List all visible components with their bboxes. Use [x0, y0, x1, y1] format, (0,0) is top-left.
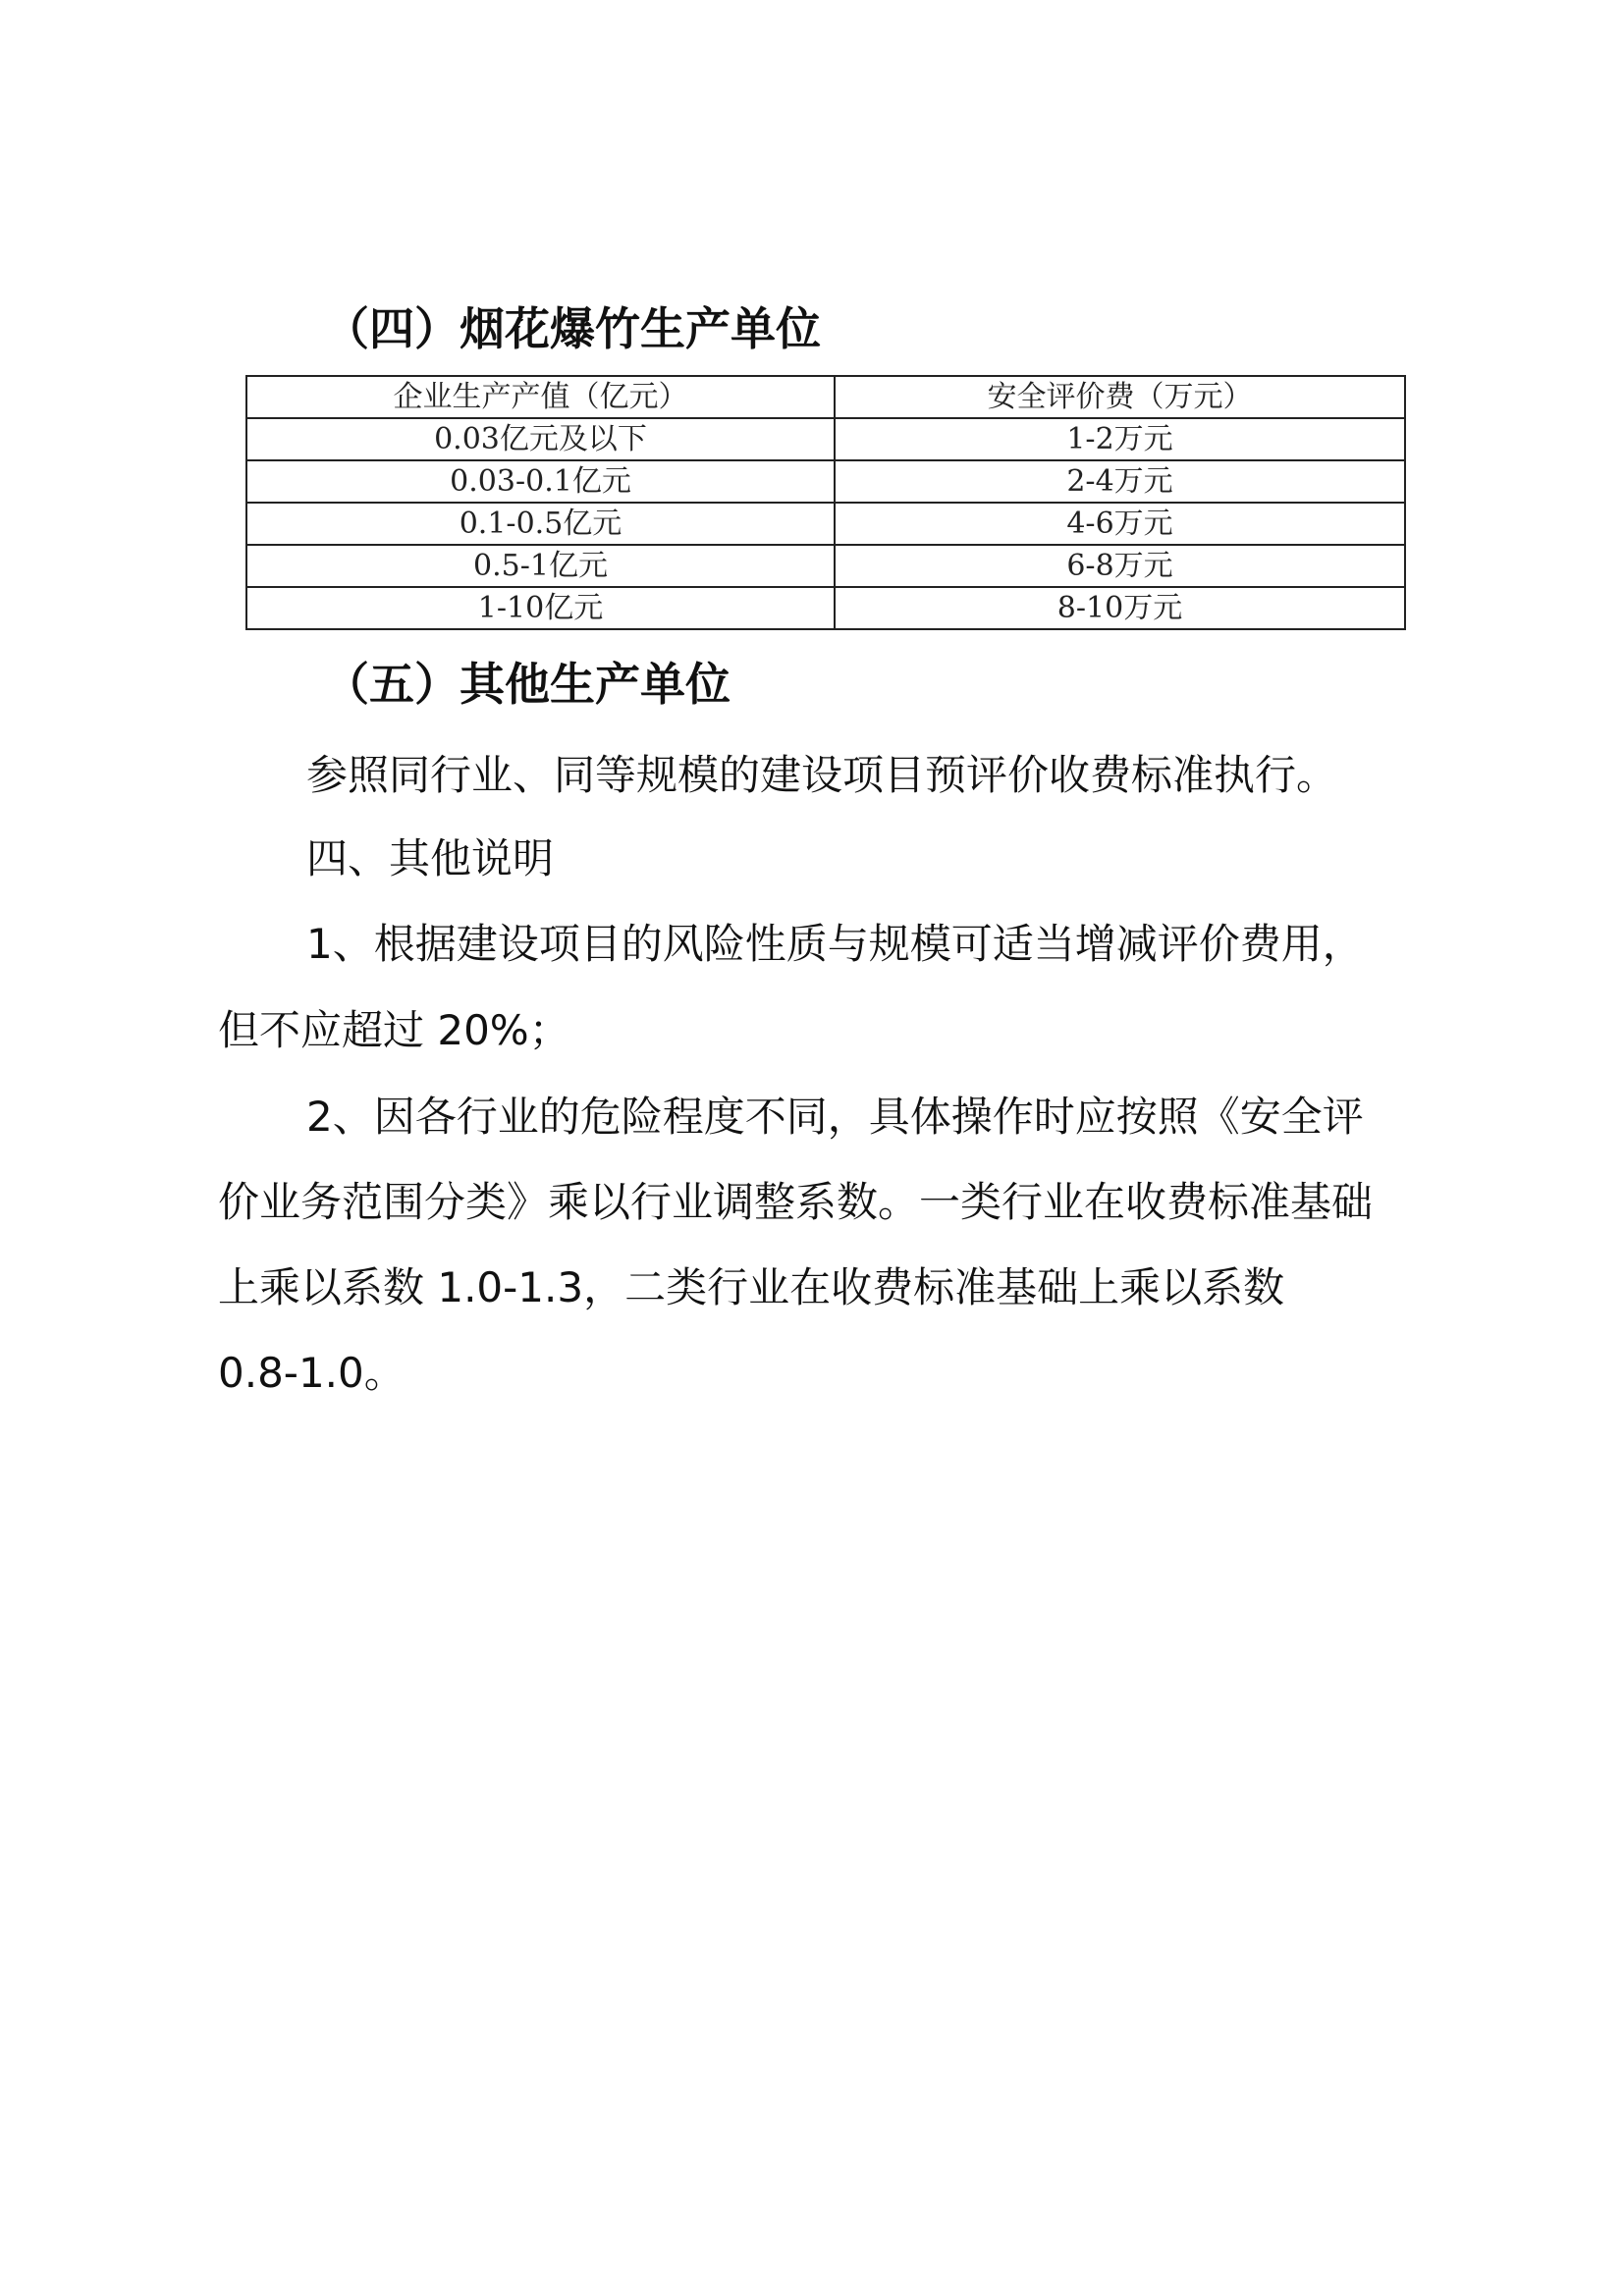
table-row: [246, 503, 1405, 545]
table-cell-fee: 8-10万元: [835, 587, 1405, 629]
note-2-line-4: 0.8-1.0。: [218, 1349, 406, 1397]
table-header-row: [246, 376, 1405, 418]
table-cell-output: 0.1-0.5亿元: [246, 503, 835, 545]
table-cell-fee: 2-4万元: [835, 460, 1405, 503]
table-row: [246, 460, 1405, 503]
column-header-output-value: 企业生产产值（亿元）: [246, 376, 835, 418]
note-2-line-1: 2、因各行业的危险程度不同，具体操作时应按照《安全评: [306, 1093, 1364, 1141]
note-2-line-3: 上乘以系数 1.0-1.3，二类行业在收费标准基础上乘以系数: [218, 1263, 1285, 1311]
paragraph-reference-standard: 参照同行业、同等规模的建设项目预评价收费标准执行。: [306, 751, 1338, 799]
table-cell-output: 0.5-1亿元: [246, 545, 835, 587]
column-header-evaluation-fee: 安全评价费（万元）: [835, 376, 1405, 418]
fee-table: [245, 375, 1406, 630]
section-heading-other-units: （五）其他生产单位: [324, 658, 731, 711]
section-heading-fireworks: （四）烟花爆竹生产单位: [324, 302, 821, 355]
table-row: [246, 545, 1405, 587]
table-cell-output: 0.03-0.1亿元: [246, 460, 835, 503]
note-2-line-2: 价业务范围分类》乘以行业调整系数。一类行业在收费标准基础: [218, 1178, 1374, 1226]
table-cell-output: 1-10亿元: [246, 587, 835, 629]
section-heading-other-notes: 四、其他说明: [306, 834, 555, 882]
note-1-line-2: 但不应超过 20%；: [218, 1006, 570, 1054]
table-cell-output: 0.03亿元及以下: [246, 418, 835, 460]
table-row: [246, 418, 1405, 460]
note-1-line-1: 1、根据建设项目的风险性质与规模可适当增减评价费用，: [306, 920, 1364, 968]
table-cell-fee: 6-8万元: [835, 545, 1405, 587]
table-row: [246, 587, 1405, 629]
table-cell-fee: 4-6万元: [835, 503, 1405, 545]
table-cell-fee: 1-2万元: [835, 418, 1405, 460]
